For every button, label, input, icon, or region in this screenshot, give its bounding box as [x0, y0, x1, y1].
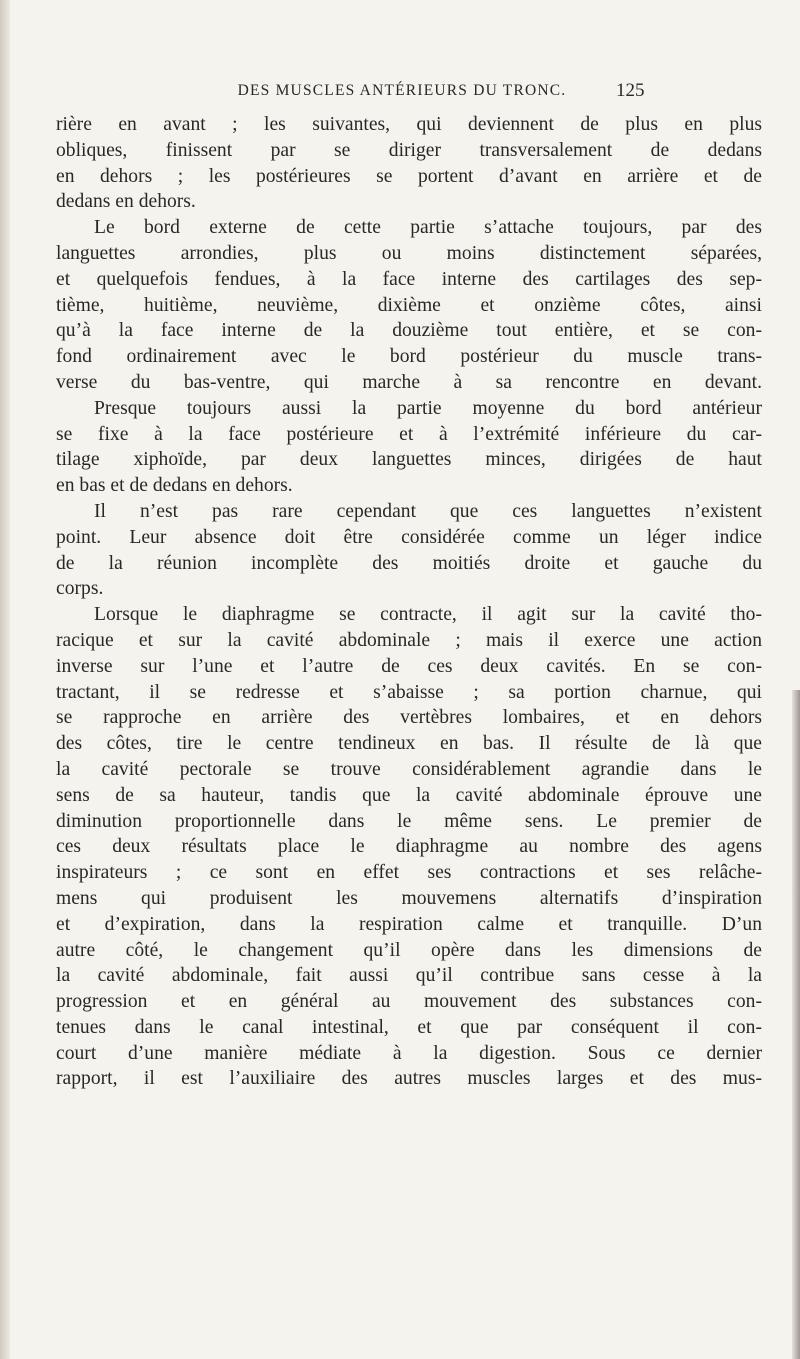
- text-line: la cavité abdominale, fait aussi qu’il contribue sans cesse à la: [56, 965, 762, 987]
- body-text: [56, 112, 762, 1092]
- text-line: la cavité pectorale se trouve considérablement agrandie dans le: [56, 758, 762, 780]
- text-line: se rapproche en arrière des vertèbres lombaires, et en dehors: [56, 707, 762, 729]
- text-line: Le bord externe de cette partie s’attache toujours, par des: [94, 217, 762, 239]
- text-line: en dehors ; les postérieures se portent d’avant en arrière et de: [56, 165, 762, 187]
- page-number: 125: [616, 80, 645, 101]
- text-line: verse du bas-ventre, qui marche à sa rencontre en devant.: [56, 371, 762, 393]
- text-line: des côtes, tire le centre tendineux en bas. Il résulte de là que: [56, 733, 762, 755]
- text-line: inverse sur l’une et l’autre de ces deux cavités. En se con-: [56, 655, 762, 677]
- text-line: tenues dans le canal intestinal, et que par conséquent il con-: [56, 1016, 762, 1038]
- text-line: tième, huitième, neuvième, dixième et onzième côtes, ainsi: [56, 294, 762, 316]
- text-line: Lorsque le diaphragme se contracte, il agit sur la cavité tho-: [94, 604, 762, 626]
- text-line: point. Leur absence doit être considérée comme un léger indice: [56, 526, 762, 548]
- page-edge-shadow: [792, 690, 800, 1359]
- running-head: DES MUSCLES ANTÉRIEURS DU TRONC.: [237, 82, 567, 99]
- text-line: fond ordinairement avec le bord postérieur du muscle trans-: [56, 346, 762, 368]
- text-line: se fixe à la face postérieure et à l’extrémité inférieure du car-: [56, 423, 762, 445]
- text-line: qu’à la face interne de la douzième tout entière, et se con-: [56, 320, 762, 342]
- text-line: Il n’est pas rare cependant que ces languettes n’existent: [94, 500, 762, 522]
- text-line: court d’une manière médiate à la digestion. Sous ce dernier: [56, 1042, 762, 1064]
- text-line: rapport, il est l’auxiliaire des autres muscles larges et des mus-: [56, 1068, 762, 1090]
- text-line: et quelquefois fendues, à la face interne des cartilages des sep-: [56, 268, 762, 290]
- text-line: ces deux résultats place le diaphragme au nombre des agens: [56, 836, 762, 858]
- text-line: autre côté, le changement qu’il opère dans les dimensions de: [56, 939, 762, 961]
- text-line: de la réunion incomplète des moitiés droite et gauche du: [56, 552, 762, 574]
- text-line: diminution proportionnelle dans le même sens. Le premier de: [56, 810, 762, 832]
- text-line: mens qui produisent les mouvemens alternatifs d’inspiration: [56, 887, 762, 909]
- text-line: languettes arrondies, plus ou moins distinctement séparées,: [56, 242, 762, 264]
- text-line: dedans en dehors.: [56, 191, 196, 213]
- text-line: sens de sa hauteur, tandis que la cavité abdominale éprouve une: [56, 784, 762, 806]
- text-line: tractant, il se redresse et s’abaisse ; sa portion charnue, qui: [56, 681, 762, 703]
- text-line: et d’expiration, dans la respiration calme et tranquille. D’un: [56, 913, 762, 935]
- page-gutter-shadow: [0, 0, 10, 1359]
- text-line: Presque toujours aussi la partie moyenne du bord antérieur: [94, 397, 762, 419]
- text-line: rière en avant ; les suivantes, qui deviennent de plus en plus: [56, 114, 762, 135]
- text-line: racique et sur la cavité abdominale ; mais il exerce une action: [56, 629, 762, 651]
- text-line: tilage xiphoïde, par deux languettes minces, dirigées de haut: [56, 449, 762, 471]
- text-line: obliques, finissent par se diriger transversalement de dedans: [56, 139, 762, 161]
- text-line: en bas et de dedans en dehors.: [56, 475, 293, 497]
- text-line: corps.: [56, 578, 104, 600]
- text-line: inspirateurs ; ce sont en effet ses contractions et ses relâche-: [56, 862, 762, 884]
- text-line: progression et en général au mouvement des substances con-: [56, 991, 762, 1013]
